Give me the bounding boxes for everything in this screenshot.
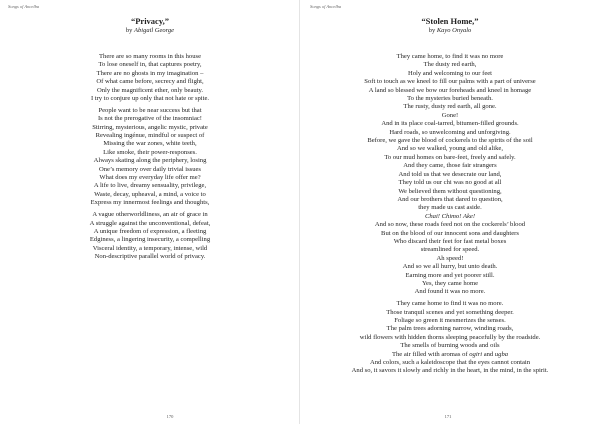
poem-line: They came home to find it was no more. — [396, 300, 504, 308]
stanza — [300, 53, 600, 297]
page-number-left: 170 — [166, 414, 174, 419]
poem-line: They told us our chi was no good at all — [398, 179, 502, 187]
poem-line: Of what came before, secrecy and flight, — [96, 78, 204, 86]
poem-title-privacy: “Privacy,” — [130, 16, 169, 26]
poem-line: The rusty, dusty red earth, all gone. — [403, 103, 497, 111]
byline-prefix: by — [125, 27, 133, 34]
stanza — [0, 211, 300, 261]
poem-body-stolen-home — [300, 53, 600, 379]
author-name: Abigail George — [134, 27, 175, 34]
poem-line: And found it was no more. — [414, 288, 486, 296]
poem-line: And our brothers that dared to question, — [397, 195, 503, 203]
byline-left — [0, 27, 300, 34]
poem-title-stolen-home: “Stolen Home,” — [421, 16, 479, 26]
poem-line: There are so many rooms in this house — [99, 53, 201, 60]
poem-line: Ah speed! — [436, 254, 464, 262]
poem-line: Revealing ingénue, mindful or suspect of — [95, 132, 205, 140]
poem-line: And so now, these roads feed not on the cockerels’ blood — [374, 221, 526, 229]
poem-line: The dusty red earth, — [423, 61, 477, 69]
right-page — [300, 0, 600, 424]
poem-line: And in its place coal-tarred, bitumen-filled grounds. — [381, 120, 519, 128]
poem-line: A life to live, dreamy sensuality, privilege, — [93, 182, 207, 190]
author-name: Kayo Onyalo — [436, 27, 472, 34]
poem-line: Waste, decay, upheaval, a mind, a voice to — [94, 190, 206, 198]
poem-line: streamlined for speed. — [420, 246, 480, 254]
poem-line: The palm trees adorning narrow, winding roads, — [386, 325, 514, 333]
poem-line: Stirring, mysterious, angelic mystic, private — [92, 123, 208, 131]
byline-prefix: by — [428, 27, 436, 34]
poem-line: Who discard their feet for fast metal boxes — [393, 237, 507, 245]
poem-line: Like smoke, their power-responses. — [103, 148, 197, 156]
poem-line: Those tranquil scenes and yet something deeper. — [386, 308, 514, 316]
poem-line: Only the magnificent ether, only beauty. — [96, 86, 204, 94]
poem-line: One’s memory over daily trivial issues — [99, 165, 201, 173]
poem-line: Express my innermost feelings and thoughts, — [90, 199, 210, 207]
poem-line: And colors, such a kaleidoscope that the eyes cannot contain — [369, 359, 531, 367]
page-number-right: 171 — [444, 414, 452, 419]
poem-line: A vague otherworldliness, an air of grace in — [92, 211, 208, 219]
poem-line: wild flowers with hidden thorns sleeping peacefully by the roadside. — [359, 333, 541, 341]
poem-line: To our mud homes on bare-feet, freely and safely. — [384, 153, 516, 161]
poem-line: People want to be near success but that — [98, 106, 202, 114]
poem-line: What does my everyday life offer me? — [99, 174, 201, 182]
poem-line: The air filled with aromas of ogiri and ugba — [391, 350, 509, 358]
poem-line: And so we all hurry, but unto death. — [402, 263, 498, 271]
poem-line: We believed them without questioning, — [398, 187, 502, 195]
poem-line: they made us cast aside. — [418, 204, 482, 212]
poem-line: The smells of burning woods and oils — [400, 342, 500, 350]
poem-line: And so we walked, young and old alike, — [396, 145, 504, 153]
poem-line: Holy and welcoming to our feet — [407, 69, 493, 77]
poem-line: Non-descriptive parallel world of privacy. — [94, 253, 206, 261]
byline-right — [300, 27, 600, 34]
poem-line: Always skating along the periphery, losing — [93, 157, 207, 165]
stanza — [300, 300, 600, 376]
poem-line: I try to conjure up only that not hate or spite. — [90, 95, 210, 103]
poem-line: A unique freedom of expression, a fleeting — [93, 227, 207, 235]
stanza — [0, 53, 300, 103]
poem-line: But on the blood of our innocent sons and daughters — [381, 229, 519, 237]
poem-line: Foliage so green it mesmerizes the senses. — [394, 316, 506, 324]
poem-line: Chai! Chimo! Ake! — [424, 212, 476, 220]
poem-line: Before, we gave the blood of cockerels to the spirits of the soil — [367, 137, 533, 145]
poem-line: A struggle against the unconventional, defeat, — [89, 219, 211, 227]
stanza — [0, 107, 300, 208]
poem-line: They came home, to find it was no more — [396, 53, 504, 60]
poem-line: To lose oneself in, that captures poetry, — [98, 61, 202, 69]
poem-line: Gone! — [441, 111, 459, 119]
poem-line: Soft to touch as we kneel to fill our palms with a part of universe — [364, 78, 536, 86]
poem-line: Edginess, a lingering insecurity, a compelling — [89, 236, 211, 244]
running-head-left: Songs of Ancelba — [8, 4, 40, 9]
poem-line: Yes, they came home — [421, 279, 479, 287]
poem-line: Earning more and yet poorer still. — [405, 271, 495, 279]
poem-line: And told us that we desecrate our land, — [398, 170, 502, 178]
poem-line: And they came, those fair strangers — [403, 162, 497, 170]
poem-line: Is not the prerogative of the insomniac! — [97, 115, 202, 123]
poem-line: A land so blessed we bow our foreheads and kneel in homage — [368, 86, 532, 94]
poem-line: Hard roads, so unwelcoming and unforgiving. — [389, 128, 511, 136]
poem-line: Visceral identity, a temporary, intense, wild — [92, 244, 208, 252]
poem-line: There are no ghosts in my imagination – — [96, 69, 204, 77]
poem-line: To the mysteries buried beneath. — [407, 95, 493, 103]
poem-body-privacy — [0, 53, 300, 265]
poem-line: And so, it savors it slowly and richly in the heart, in the mind, in the spirit. — [351, 367, 549, 375]
running-head-right: Songs of Ancelba — [310, 4, 342, 9]
poem-line: Missing the war zones, white teeth, — [103, 140, 197, 148]
